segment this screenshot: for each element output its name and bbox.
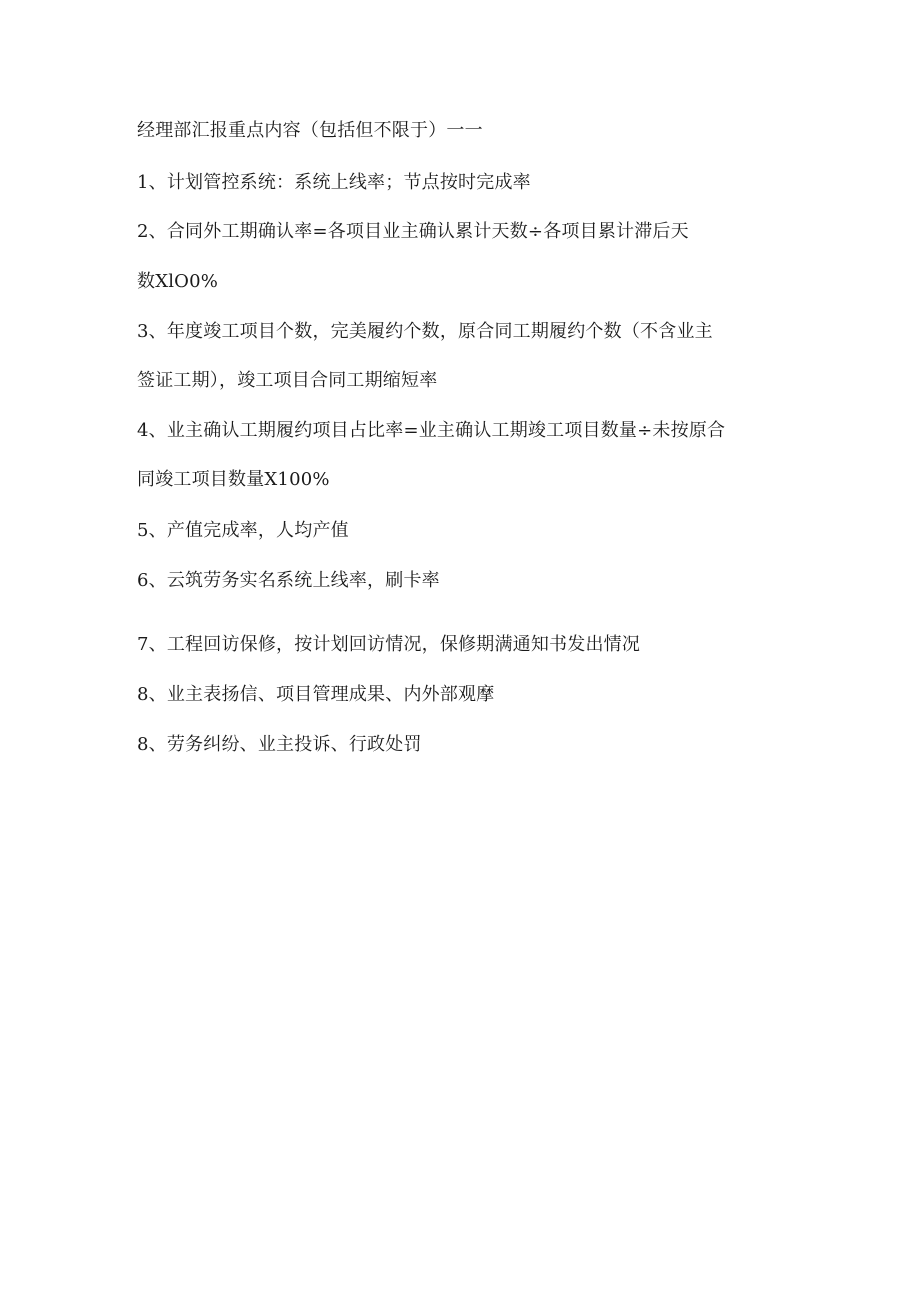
item-3-completed-projects-line-1: 3、年度竣工项目个数，完美履约个数，原合同工期履约个数（不含业主 <box>137 321 713 342</box>
item-2-contract-duration-line-1: 2、合同外工期确认率=各项目业主确认累计天数÷各项目累计滞后天 <box>137 221 689 242</box>
item-2-contract-duration-line-2: 数XlO0% <box>137 271 219 292</box>
item-5-output-value: 5、产值完成率，人均产值 <box>137 520 349 541</box>
item-7-revisit-warranty: 7、工程回访保修，按计划回访情况，保修期满通知书发出情况 <box>137 634 641 655</box>
item-8-labor-disputes: 8、劳务纠纷、业主投诉、行政处罚 <box>137 734 422 755</box>
item-3-completed-projects-line-2: 签证工期），竣工项目合同工期缩短率 <box>137 370 438 391</box>
item-8-owner-praise: 8、业主表扬信、项目管理成果、内外部观摩 <box>137 684 495 705</box>
item-6-labor-system: 6、云筑劳务实名系统上线率，刷卡率 <box>137 570 440 591</box>
item-4-owner-confirmed-line-1: 4、业主确认工期履约项目占比率=业主确认工期竣工项目数量÷未按原合 <box>137 420 726 441</box>
item-4-owner-confirmed-line-2: 同竣工项目数量X100% <box>137 469 330 490</box>
item-1-plan-control: 1、计划管控系统：系统上线率；节点按时完成率 <box>137 172 531 193</box>
document-heading: 经理部汇报重点内容（包括但不限于）一一 <box>137 120 483 141</box>
